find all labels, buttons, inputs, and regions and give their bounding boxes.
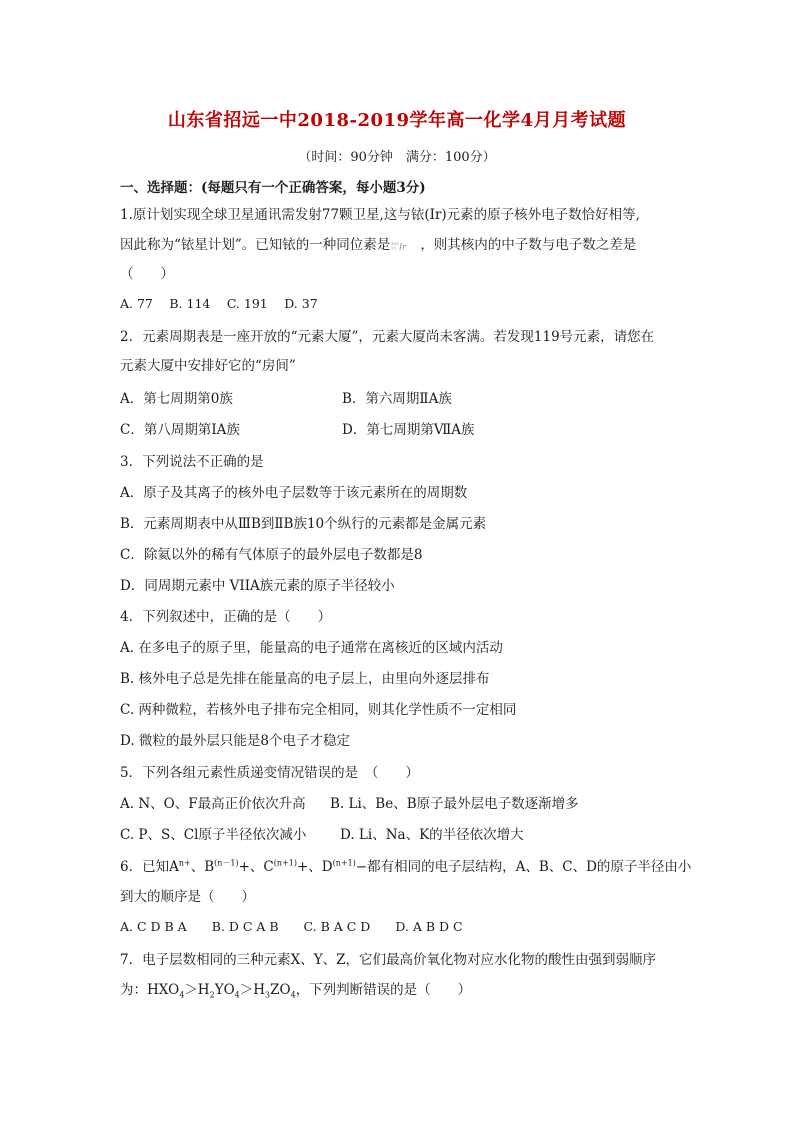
q7-text-2: ＞H bbox=[184, 982, 210, 998]
q5-option-c: C. P、S、Cl原子半径依次减小 bbox=[120, 827, 307, 843]
svg-text:Ir: Ir bbox=[399, 242, 407, 251]
q1-line-1: 1.原计划实现全球卫星通讯需发射77颗卫星,这与铱(Ir)元素的原子核外电子数恰好相等, bbox=[120, 207, 640, 223]
q6-options: A. C D B A B. D C A B C. B A C D D. A B D C bbox=[120, 919, 463, 934]
svg-text:77: 77 bbox=[391, 245, 397, 251]
page-title: 山东省招远一中2018-2019学年高一化学4月月考试题 bbox=[167, 110, 627, 131]
q2-line-2: 元素大厦中安排好它的“房间” bbox=[120, 358, 296, 374]
q4-option-a: A. 在多电子的原子里，能量高的电子通常在离核近的区域内活动 bbox=[120, 640, 503, 656]
q5-option-b: B. Li、Be、B原子最外层电子数逐渐增多 bbox=[330, 796, 579, 812]
q3-stem: 3．下列说法不正确的是 bbox=[120, 454, 264, 470]
q1-line-2-text-a: 因此称为“铱星计划”。已知铱的一种同位素是 bbox=[120, 237, 391, 253]
q5-option-a: A. N、O、F最高正价依次升高 bbox=[120, 796, 306, 812]
q6-text-1: 6．已知A bbox=[120, 859, 179, 875]
q7-sub-1: 4 bbox=[179, 990, 185, 1000]
q1-line-3: （ ） bbox=[120, 266, 174, 282]
q6-line-2: 到大的顺序是（ ） bbox=[120, 889, 255, 905]
q7-line-1: 7．电子层数相同的三种元素X、Y、Z，它们最高价氧化物对应水化物的酸性由强到弱顺序 bbox=[120, 952, 656, 968]
q7-sub-3: 4 bbox=[234, 990, 240, 1000]
q2-option-b: B．第六周期ⅡA族 bbox=[342, 391, 452, 407]
q6-line-1 bbox=[120, 855, 691, 875]
q6-sup-3: (n+1) bbox=[273, 858, 297, 868]
q6-sup-2: (n－1) bbox=[214, 858, 239, 868]
q3-option-a: A．原子及其离子的核外电子层数等于该元素所在的周期数 bbox=[120, 485, 468, 501]
q3-option-b: B．元素周期表中从ⅢB到ⅡB族10个纵行的元素都是金属元素 bbox=[120, 516, 487, 532]
q7-text-6: ，下列判断错误的是（ ） bbox=[295, 982, 472, 998]
q7-sub-5: 4 bbox=[290, 990, 296, 1000]
q2-option-a: A．第七周期第0族 bbox=[120, 391, 233, 407]
q2-option-c: C．第八周期第ⅠA族 bbox=[120, 422, 240, 438]
q4-option-d: D. 微粒的最外层只能是8个电子才稳定 bbox=[120, 733, 351, 749]
q7-text-4: ＞H bbox=[239, 982, 266, 998]
q6-sup-4: (n+1) bbox=[332, 858, 356, 868]
q6-text-2: 、B bbox=[190, 859, 215, 875]
q2-line-1: 2．元素周期表是一座开放的“元素大厦”，元素大厦尚未客满。若发现119号元素，请您在 bbox=[120, 329, 655, 345]
isotope-symbol-icon bbox=[390, 241, 420, 251]
q5-option-d: D. Li、Na、K的半径依次增大 bbox=[340, 827, 524, 843]
q1-options: A. 77 B. 114 C. 191 D. 37 bbox=[120, 296, 318, 311]
q4-stem: 4．下列叙述中，正确的是（ ） bbox=[120, 609, 332, 625]
q7-sub-2: 2 bbox=[209, 990, 215, 1000]
q7-text-5: ZO bbox=[270, 982, 291, 998]
q7-sub-4: 3 bbox=[265, 990, 271, 1000]
section-heading: 一、选择题：(每题只有一个正确答案，每小题3分) bbox=[120, 180, 426, 196]
q6-text-3: +、C bbox=[238, 859, 274, 875]
q3-option-d: D．同周期元素中 VIIA族元素的原子半径较小 bbox=[120, 578, 395, 594]
svg-text:193: 193 bbox=[391, 240, 399, 246]
q4-option-b: B. 核外电子总是先排在能量高的电子层上，由里向外逐层排布 bbox=[120, 671, 490, 687]
q6-sup-1: n+ bbox=[178, 858, 191, 868]
q6-text-4: +、D bbox=[296, 859, 333, 875]
q7-text-3: YO bbox=[214, 982, 235, 998]
q5-stem: 5．下列各组元素性质递变情况错误的是 （ ） bbox=[120, 765, 419, 781]
q3-option-c: C．除氦以外的稀有气体原子的最外层电子数都是8 bbox=[120, 547, 423, 563]
q6-text-5: −都有相同的电子层结构，A、B、C、D的原子半径由小 bbox=[355, 859, 692, 875]
q7-text-1: 为：HXO bbox=[120, 982, 180, 998]
exam-time-score: （时间：90分钟 满分：100分） bbox=[298, 150, 496, 165]
q1-line-2 bbox=[120, 233, 636, 253]
q4-option-c: C. 两种微粒，若核外电子排布完全相同，则其化学性质不一定相同 bbox=[120, 702, 517, 718]
q1-line-2-text-b: ，则其核内的中子数与电子数之差是 bbox=[420, 237, 637, 253]
q7-line-2 bbox=[120, 978, 471, 998]
q2-option-d: D．第七周期第ⅦA族 bbox=[342, 422, 475, 438]
